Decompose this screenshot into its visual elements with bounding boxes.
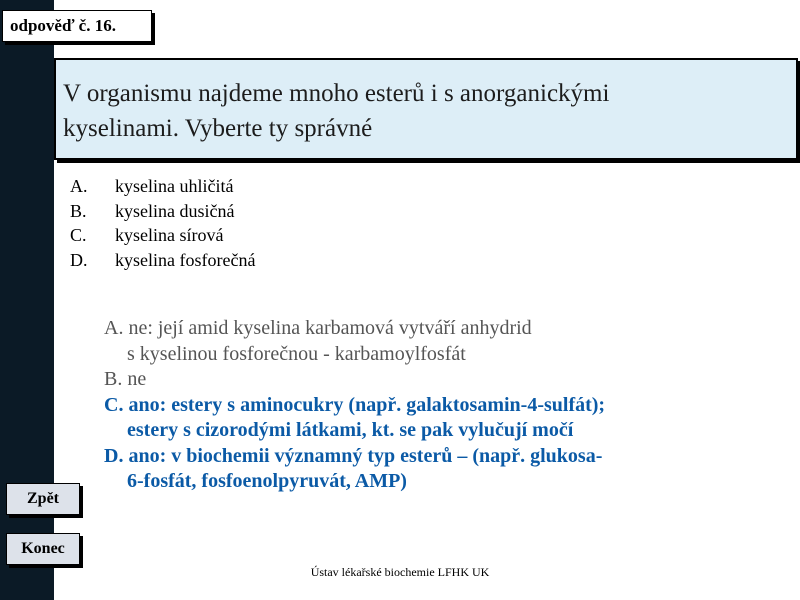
option-letter: A. <box>70 176 88 196</box>
answer-c-line-2: estery s cizorodými látkami, kt. se pak vylučují močí <box>127 419 574 441</box>
option-letter: B. <box>70 200 87 221</box>
option-c <box>70 223 255 248</box>
answer-a-line-1: A. ne: její amid kyselina karbamová vytváří anhydrid <box>104 317 532 339</box>
option-text: kyselina sírová <box>115 225 224 245</box>
answer-number-badge: odpověď č. 16. <box>2 10 152 42</box>
answers-block <box>104 316 794 495</box>
question-title-line-2: kyselinami. Vyberte ty správné <box>63 115 373 142</box>
answer-c <box>104 393 794 444</box>
option-d <box>70 248 255 273</box>
question-title <box>54 58 798 160</box>
option-text: kyselina fosforečná <box>115 249 256 270</box>
option-a <box>70 174 255 199</box>
answer-a-line-2: s kyselinou fosforečnou - karbamoylfosfát <box>127 342 466 365</box>
option-b <box>70 199 255 224</box>
question-title-line-1: V organismu najdeme mnoho esterů i s anorganickými <box>63 80 610 107</box>
answer-a <box>104 316 794 367</box>
end-button[interactable]: Konec <box>6 533 80 565</box>
option-text: kyselina dusičná <box>115 200 235 221</box>
options-list <box>70 174 255 272</box>
answer-c-line-1: C. ano: estery s aminocukry (např. galaktosamin-4-sulfát); <box>104 393 606 416</box>
option-text: kyselina uhličitá <box>115 176 234 196</box>
back-button[interactable]: Zpět <box>6 483 80 515</box>
answer-d-line-2: 6-fosfát, fosfoenolpyruvát, AMP) <box>127 470 407 492</box>
answer-b-line-1: B. ne <box>104 368 147 390</box>
answer-d-line-1: D. ano: v biochemii významný typ esterů – (např. glukosa- <box>104 444 603 467</box>
option-letter: D. <box>70 249 88 270</box>
answer-d <box>104 444 794 495</box>
answer-b <box>104 367 794 393</box>
option-letter: C. <box>70 225 87 245</box>
footer-institute: Ústav lékařské biochemie LFHK UK <box>310 565 490 579</box>
